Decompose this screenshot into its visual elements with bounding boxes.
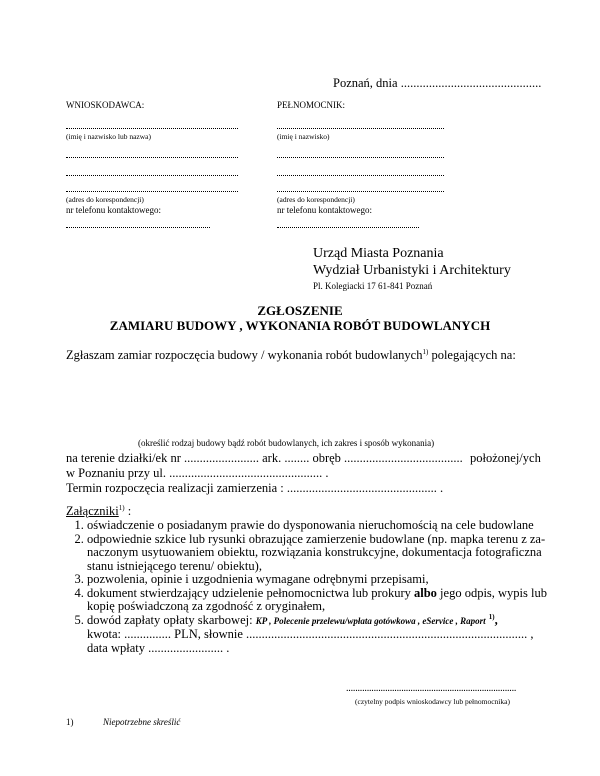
attachments-footnote-mark: 1) — [118, 503, 125, 512]
signature-caption: (czytelny podpis wnioskodawcy lub pełnomocnika) — [355, 697, 510, 706]
document-title-line-2: ZAMIARU BUDOWY , WYKONANIA ROBÓT BUDOWLANYCH — [109, 318, 491, 333]
applicant-address-line-1[interactable] — [66, 157, 238, 158]
start-date-line[interactable]: Termin rozpoczęcia realizacji zamierzenia : ................................................ . — [66, 481, 444, 495]
applicant-name-caption: (imię i nazwisko lub nazwa) — [66, 132, 151, 141]
proxy-name-caption: (imię i nazwisko) — [277, 132, 330, 141]
attachment-item — [87, 614, 562, 656]
footnote-text: Niepotrzebne skreślić — [103, 717, 181, 727]
proxy-address-caption: (adres do korespondencji) — [277, 195, 355, 204]
applicant-name-line-1[interactable] — [66, 128, 238, 129]
location-line-1-tail: położonej/ych — [470, 451, 541, 465]
attachment-2-text: odpowiednie szkice lub rysunki obrazujące zamierzenie budowlane (np. mapka terenu z za-naczonym usytuowaniem obiektu, rozwiązania konstrukcyjne, dokumentacja fotograficzna stanu istniejącego terenu/ obiektu), — [87, 531, 546, 573]
attachment-item — [87, 533, 562, 574]
intro-text: Zgłaszam zamiar rozpoczęcia budowy / wykonania robót budowlanych — [66, 348, 423, 362]
applicant-phone-label: nr telefonu kontaktowego: — [66, 205, 161, 215]
proxy-phone-label: nr telefonu kontaktowego: — [277, 205, 372, 215]
scope-caption: (określić rodzaj budowy bądź robót budowlanych, ich zakres i sposób wykonania) — [138, 438, 435, 448]
payment-comma: , — [494, 612, 498, 627]
office-department: Wydział Urbanistyki i Architektury — [313, 263, 511, 278]
office-name: Urząd Miasta Poznania — [313, 246, 444, 261]
proxy-address-line-2[interactable] — [277, 175, 444, 176]
applicant-phone-line[interactable] — [66, 227, 210, 228]
attachment-4-text-a: dokument stwierdzający udzielenie pełnomocnictwa lub prokury — [87, 585, 414, 600]
attachment-4-bold: albo — [413, 585, 437, 600]
document-title-line-1: ZGŁOSZENIE — [257, 303, 343, 318]
applicant-address-line-3[interactable] — [66, 191, 238, 192]
proxy-name-line-1[interactable] — [277, 128, 444, 129]
signature-line[interactable]: .......................................................................... — [346, 683, 517, 694]
intro-footnote-mark: 1) — [422, 347, 429, 356]
proxy-phone-line[interactable] — [277, 227, 419, 228]
attachments-list — [65, 519, 562, 655]
proxy-heading: PEŁNOMOCNIK: — [277, 100, 346, 110]
attachment-item — [87, 587, 562, 614]
place-date: Poznań, dnia ............................................. — [333, 76, 542, 90]
intro-text-tail: polegających na: — [428, 348, 516, 362]
office-address: Pl. Kolegiacki 17 61-841 Poznań — [313, 281, 433, 291]
street-line[interactable]: w Poznaniu przy ul. ................................................. . — [66, 466, 329, 480]
payment-methods: KP , Polecenie przelewu/wpłata gotówkowa , eService , Raport — [255, 615, 486, 626]
proxy-address-line-1[interactable] — [277, 157, 444, 158]
attachment-4-text-b: jego odpis, wypis lub kopię poświadczoną za zgodność z oryginałem, — [87, 585, 547, 613]
scope-description-area[interactable] — [66, 365, 536, 435]
proxy-address-line-3[interactable] — [277, 191, 444, 192]
location-line-1[interactable]: na terenie działki/ek nr ........................ ark. ........ obręb ...................................... — [66, 451, 463, 465]
payment-date-line[interactable]: data wpłaty ........................ . — [87, 640, 230, 655]
attachment-3-text: pozwolenia, opinie i uzgodnienia wymagane odrębnymi przepisami, — [87, 572, 429, 586]
applicant-heading: WNIOSKODAWCA: — [66, 100, 145, 110]
attachment-item — [87, 519, 562, 533]
payment-amount-line[interactable]: kwota: ............... PLN, słownie .......................................................................................... , — [87, 627, 534, 641]
attachment-item — [87, 573, 562, 587]
attachments-heading-colon: : — [124, 504, 132, 518]
attachment-5-text: dowód zapłaty opłaty skarbowej: — [87, 612, 256, 627]
attachments-heading — [66, 504, 131, 519]
footnote-mark: 1) — [66, 717, 74, 727]
applicant-address-line-2[interactable] — [66, 175, 238, 176]
payment-footnote-mark: 1) — [488, 612, 495, 621]
applicant-address-caption: (adres do korespondencji) — [66, 195, 144, 204]
intro-statement — [66, 348, 516, 363]
attachment-1-text: oświadczenie o posiadanym prawie do dysponowania nieruchomością na cele budowlane — [87, 518, 534, 532]
attachments-heading-text: Załączniki — [66, 504, 119, 518]
